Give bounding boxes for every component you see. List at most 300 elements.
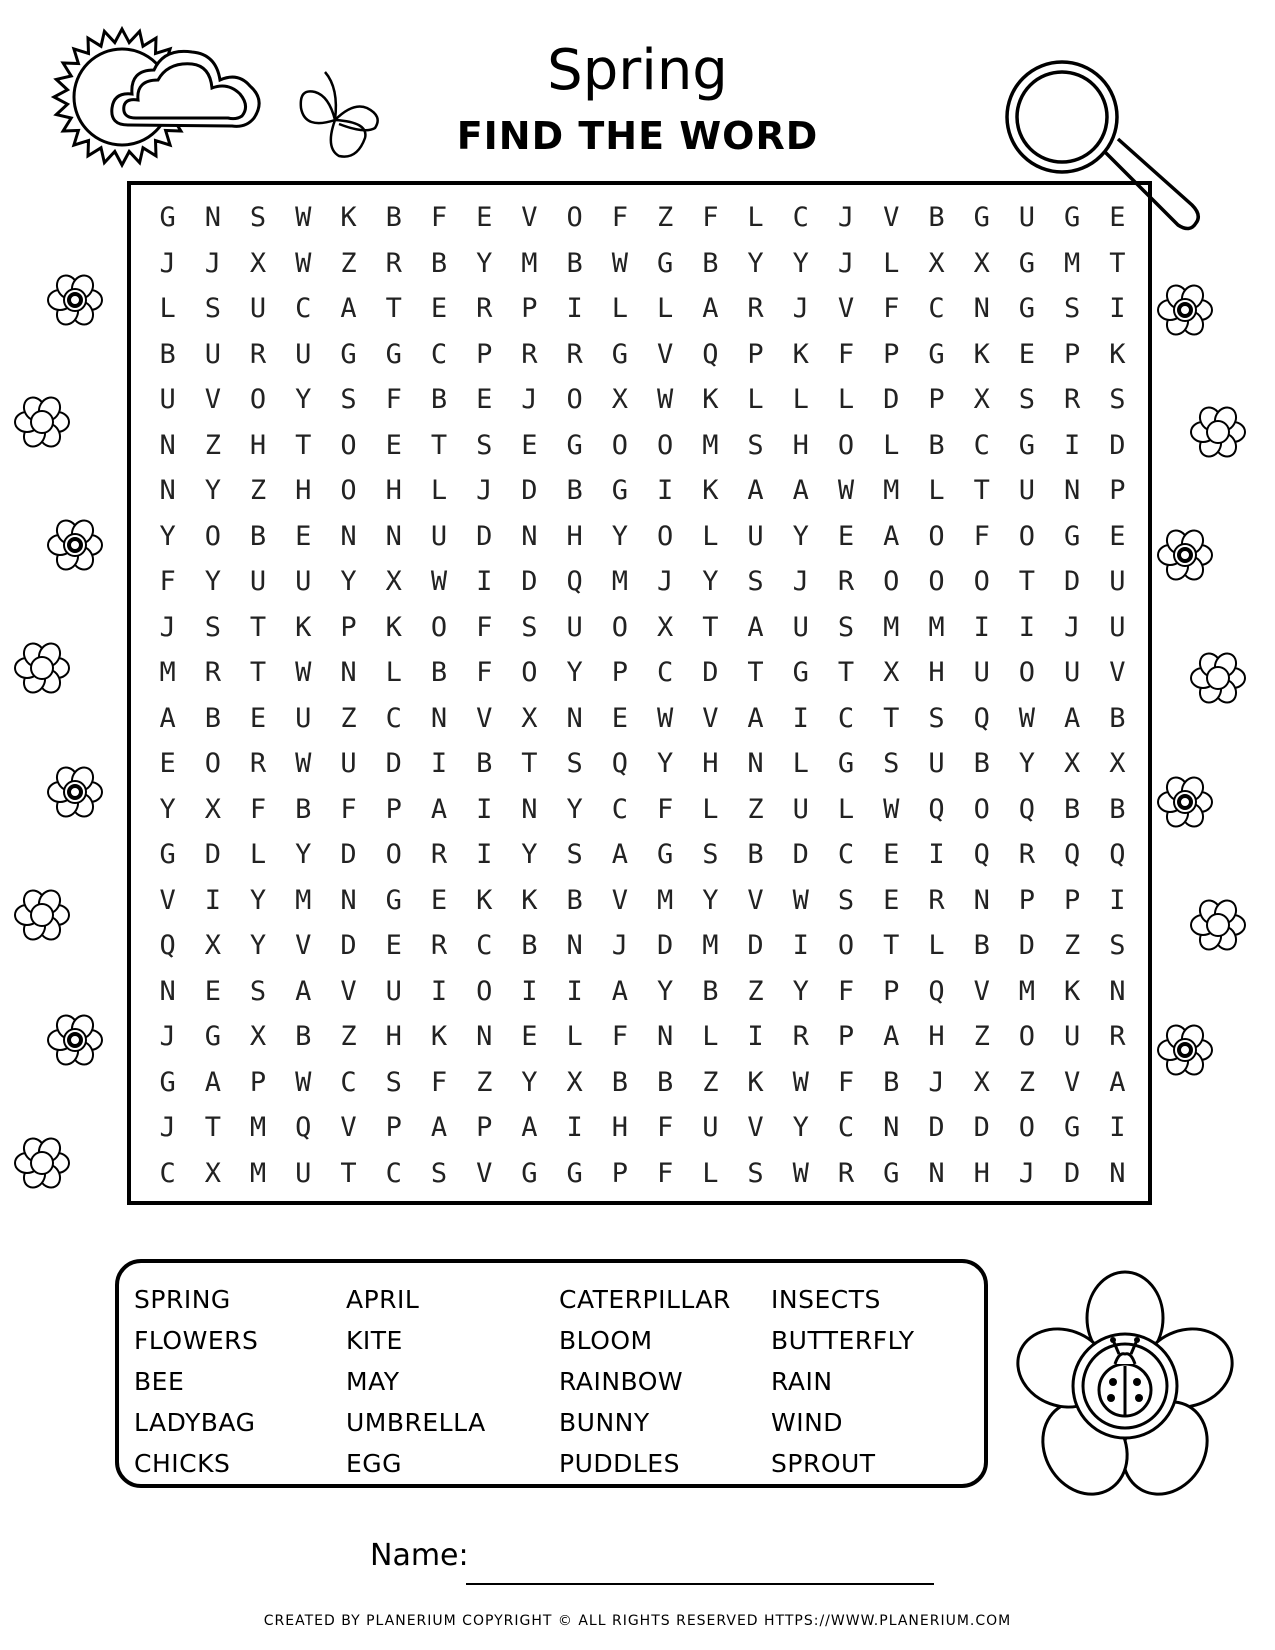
grid-letter[interactable]: X (249, 247, 267, 279)
grid-letter[interactable]: O (1018, 1112, 1036, 1143)
grid-letter[interactable]: Z (340, 247, 357, 279)
grid-letter[interactable]: F (837, 975, 855, 1007)
grid-letter[interactable]: P (340, 611, 357, 643)
grid-letter[interactable]: T (249, 657, 267, 688)
grid-letter[interactable]: Y (249, 930, 267, 961)
grid-letter[interactable]: Y (702, 566, 719, 597)
grid-letter[interactable]: G (385, 884, 402, 916)
grid-letter[interactable]: Q (702, 338, 719, 370)
grid-letter[interactable]: L (656, 293, 674, 324)
grid-letter[interactable]: T (837, 657, 855, 688)
grid-letter[interactable]: T (521, 748, 538, 779)
grid-letter[interactable]: E (1109, 520, 1126, 552)
grid-letter[interactable]: U (295, 338, 312, 370)
grid-letter[interactable]: G (792, 657, 809, 688)
grid-letter[interactable]: H (792, 429, 809, 461)
grid-letter[interactable]: Q (973, 702, 990, 734)
grid-letter[interactable]: O (385, 839, 402, 870)
grid-letter[interactable]: B (1109, 793, 1126, 825)
grid-letter[interactable]: G (340, 338, 357, 370)
grid-letter[interactable]: A (1109, 1066, 1126, 1098)
grid-letter[interactable]: W (295, 1066, 312, 1098)
grid-letter[interactable]: A (747, 702, 764, 734)
grid-letter[interactable]: V (702, 702, 719, 734)
grid-letter[interactable]: T (747, 657, 764, 688)
grid-letter[interactable]: R (521, 338, 538, 370)
grid-letter[interactable]: X (385, 566, 402, 597)
grid-letter[interactable]: N (204, 202, 221, 233)
grid-letter[interactable]: G (159, 839, 176, 870)
grid-letter[interactable]: P (928, 384, 945, 415)
grid-letter[interactable]: I (1064, 429, 1081, 461)
grid-letter[interactable]: B (566, 884, 583, 916)
grid-letter[interactable]: G (928, 338, 945, 370)
grid-letter[interactable]: K (702, 384, 719, 415)
grid-letter[interactable]: O (928, 566, 945, 597)
grid-letter[interactable]: L (747, 384, 764, 415)
grid-letter[interactable]: H (611, 1112, 628, 1143)
grid-letter[interactable]: U (566, 611, 583, 643)
grid-letter[interactable]: F (611, 1021, 628, 1052)
grid-letter[interactable]: P (476, 338, 493, 370)
grid-letter[interactable]: F (430, 202, 448, 233)
grid-letter[interactable]: G (1018, 429, 1036, 461)
grid-letter[interactable]: I (928, 839, 945, 870)
grid-letter[interactable]: D (656, 930, 674, 961)
grid-letter[interactable]: U (249, 566, 267, 597)
grid-letter[interactable]: X (204, 793, 221, 825)
grid-letter[interactable]: U (792, 793, 809, 825)
grid-letter[interactable]: J (1064, 611, 1081, 643)
grid-letter[interactable]: J (159, 1112, 176, 1143)
grid-letter[interactable]: S (476, 429, 493, 461)
grid-letter[interactable]: D (340, 930, 357, 961)
grid-letter[interactable]: A (521, 1112, 538, 1143)
grid-letter[interactable]: V (340, 975, 357, 1007)
grid-letter[interactable]: E (385, 930, 402, 961)
grid-letter[interactable]: J (521, 384, 538, 415)
grid-letter[interactable]: C (973, 429, 990, 461)
grid-letter[interactable]: H (973, 1157, 990, 1189)
grid-letter[interactable]: N (430, 702, 448, 734)
grid-letter[interactable]: I (476, 793, 493, 825)
grid-letter[interactable]: M (249, 1112, 267, 1143)
grid-letter[interactable]: Y (566, 657, 583, 688)
grid-letter[interactable]: O (566, 384, 583, 415)
grid-letter[interactable]: N (973, 293, 990, 324)
grid-letter[interactable]: G (566, 429, 583, 461)
grid-letter[interactable]: D (476, 520, 493, 552)
grid-letter[interactable]: V (295, 930, 312, 961)
grid-letter[interactable]: S (837, 611, 855, 643)
grid-letter[interactable]: U (792, 611, 809, 643)
grid-letter[interactable]: I (566, 1112, 583, 1143)
grid-letter[interactable]: K (1064, 975, 1081, 1007)
grid-letter[interactable]: C (430, 338, 448, 370)
grid-letter[interactable]: M (702, 930, 719, 961)
grid-letter[interactable]: U (159, 384, 176, 415)
grid-letter[interactable]: F (656, 793, 674, 825)
grid-letter[interactable]: T (702, 611, 719, 643)
grid-letter[interactable]: J (611, 930, 628, 961)
grid-letter[interactable]: I (973, 611, 990, 643)
grid-letter[interactable]: R (792, 1021, 809, 1052)
grid-letter[interactable]: R (476, 293, 493, 324)
grid-letter[interactable]: U (973, 657, 990, 688)
grid-letter[interactable]: S (747, 429, 764, 461)
grid-letter[interactable]: G (883, 1157, 900, 1189)
grid-letter[interactable]: F (249, 793, 267, 825)
grid-letter[interactable]: S (1109, 384, 1126, 415)
grid-letter[interactable]: I (204, 884, 221, 916)
grid-letter[interactable]: O (1018, 657, 1036, 688)
grid-letter[interactable]: D (928, 1112, 945, 1143)
grid-letter[interactable]: Z (656, 202, 674, 233)
grid-letter[interactable]: M (159, 657, 176, 688)
grid-letter[interactable]: M (611, 566, 628, 597)
grid-letter[interactable]: A (340, 293, 357, 324)
grid-letter[interactable]: Q (1109, 839, 1126, 870)
grid-letter[interactable]: D (385, 748, 402, 779)
grid-letter[interactable]: O (611, 429, 628, 461)
grid-letter[interactable]: X (928, 247, 945, 279)
grid-letter[interactable]: W (611, 247, 628, 279)
grid-letter[interactable]: B (928, 429, 945, 461)
grid-letter[interactable]: I (476, 839, 493, 870)
grid-letter[interactable]: A (792, 475, 809, 506)
grid-letter[interactable]: B (973, 748, 990, 779)
grid-letter[interactable]: N (340, 657, 357, 688)
grid-letter[interactable]: T (204, 1112, 221, 1143)
grid-letter[interactable]: L (837, 384, 855, 415)
grid-letter[interactable]: B (295, 793, 312, 825)
grid-letter[interactable]: C (385, 1157, 402, 1189)
grid-letter[interactable]: H (928, 1021, 945, 1052)
grid-letter[interactable]: K (702, 475, 719, 506)
grid-letter[interactable]: Y (656, 975, 674, 1007)
grid-letter[interactable]: Q (928, 975, 945, 1007)
grid-letter[interactable]: C (159, 1157, 176, 1189)
grid-letter[interactable]: R (837, 1157, 855, 1189)
grid-letter[interactable]: S (747, 566, 764, 597)
grid-letter[interactable]: G (1018, 293, 1036, 324)
grid-letter[interactable]: X (611, 384, 628, 415)
grid-letter[interactable]: N (656, 1021, 674, 1052)
grid-letter[interactable]: K (792, 338, 809, 370)
grid-letter[interactable]: B (430, 384, 448, 415)
grid-letter[interactable]: J (792, 293, 809, 324)
grid-letter[interactable]: Y (204, 475, 221, 506)
grid-letter[interactable]: R (204, 657, 221, 688)
grid-letter[interactable]: O (566, 202, 583, 233)
grid-letter[interactable]: W (656, 702, 674, 734)
grid-letter[interactable]: O (973, 566, 990, 597)
grid-letter[interactable]: T (295, 429, 312, 461)
grid-letter[interactable]: M (249, 1157, 267, 1189)
grid-letter[interactable]: B (385, 202, 402, 233)
grid-letter[interactable]: X (566, 1066, 583, 1098)
grid-letter[interactable]: Y (159, 520, 176, 552)
grid-letter[interactable]: Z (973, 1021, 990, 1052)
grid-letter[interactable]: C (295, 293, 312, 324)
grid-letter[interactable]: N (521, 793, 538, 825)
grid-letter[interactable]: G (1064, 520, 1081, 552)
grid-letter[interactable]: E (385, 429, 402, 461)
grid-letter[interactable]: V (747, 1112, 764, 1143)
grid-letter[interactable]: U (295, 702, 312, 734)
grid-letter[interactable]: C (385, 702, 402, 734)
grid-letter[interactable]: W (656, 384, 674, 415)
grid-letter[interactable]: B (656, 1066, 674, 1098)
grid-letter[interactable]: H (702, 748, 719, 779)
grid-letter[interactable]: W (837, 475, 855, 506)
grid-letter[interactable]: Z (340, 1021, 357, 1052)
grid-letter[interactable]: Y (476, 247, 493, 279)
grid-letter[interactable]: Y (521, 839, 538, 870)
grid-letter[interactable]: N (159, 429, 176, 461)
grid-letter[interactable]: A (747, 611, 764, 643)
grid-letter[interactable]: N (973, 884, 990, 916)
grid-letter[interactable]: B (702, 247, 719, 279)
grid-letter[interactable]: I (476, 566, 493, 597)
grid-letter[interactable]: D (340, 839, 357, 870)
grid-letter[interactable]: B (1109, 702, 1126, 734)
grid-letter[interactable]: R (1109, 1021, 1126, 1052)
grid-letter[interactable]: B (521, 930, 538, 961)
grid-letter[interactable]: Q (611, 748, 628, 779)
grid-letter[interactable]: K (476, 884, 493, 916)
grid-letter[interactable]: N (385, 520, 402, 552)
grid-letter[interactable]: B (430, 657, 448, 688)
grid-letter[interactable]: O (340, 475, 357, 506)
grid-letter[interactable]: N (1109, 975, 1126, 1007)
grid-letter[interactable]: J (837, 247, 855, 279)
grid-letter[interactable]: F (476, 657, 493, 688)
grid-letter[interactable]: L (611, 293, 628, 324)
grid-letter[interactable]: K (430, 1021, 448, 1052)
grid-letter[interactable]: I (521, 975, 538, 1007)
grid-letter[interactable]: Y (792, 520, 809, 552)
grid-letter[interactable]: I (1018, 611, 1036, 643)
grid-letter[interactable]: J (159, 247, 176, 279)
grid-letter[interactable]: I (656, 475, 674, 506)
grid-letter[interactable]: O (837, 429, 855, 461)
grid-letter[interactable]: U (1064, 657, 1081, 688)
grid-letter[interactable]: X (1064, 748, 1081, 779)
grid-letter[interactable]: T (973, 475, 990, 506)
grid-letter[interactable]: G (159, 1066, 176, 1098)
grid-letter[interactable]: Y (295, 839, 312, 870)
grid-letter[interactable]: P (1109, 475, 1126, 506)
grid-letter[interactable]: L (249, 839, 267, 870)
grid-letter[interactable]: B (295, 1021, 312, 1052)
grid-letter[interactable]: F (476, 611, 493, 643)
grid-letter[interactable]: B (430, 247, 448, 279)
grid-letter[interactable]: G (611, 475, 628, 506)
grid-letter[interactable]: K (973, 338, 990, 370)
grid-letter[interactable]: K (521, 884, 538, 916)
grid-letter[interactable]: B (249, 520, 267, 552)
grid-letter[interactable]: M (883, 475, 900, 506)
grid-letter[interactable]: V (837, 293, 855, 324)
grid-letter[interactable]: E (883, 839, 900, 870)
grid-letter[interactable]: Y (295, 384, 312, 415)
grid-letter[interactable]: C (792, 202, 809, 233)
grid-letter[interactable]: O (1018, 1021, 1036, 1052)
grid-letter[interactable]: V (656, 338, 674, 370)
grid-letter[interactable]: M (1018, 975, 1036, 1007)
grid-letter[interactable]: K (385, 611, 402, 643)
grid-letter[interactable]: D (973, 1112, 990, 1143)
grid-letter[interactable]: D (1018, 930, 1036, 961)
grid-letter[interactable]: M (521, 247, 538, 279)
grid-letter[interactable]: U (1018, 202, 1036, 233)
grid-letter[interactable]: X (973, 384, 990, 415)
grid-letter[interactable]: A (702, 293, 719, 324)
grid-letter[interactable]: O (656, 429, 674, 461)
grid-letter[interactable]: B (1064, 793, 1081, 825)
grid-letter[interactable]: U (928, 748, 945, 779)
grid-letter[interactable]: O (476, 975, 493, 1007)
grid-letter[interactable]: G (837, 748, 855, 779)
grid-letter[interactable]: F (385, 384, 402, 415)
grid-letter[interactable]: W (1018, 702, 1036, 734)
grid-letter[interactable]: U (204, 338, 221, 370)
grid-letter[interactable]: U (1109, 611, 1126, 643)
grid-letter[interactable]: Z (249, 475, 267, 506)
grid-letter[interactable]: U (385, 975, 402, 1007)
grid-letter[interactable]: Q (1064, 839, 1081, 870)
grid-letter[interactable]: V (204, 384, 221, 415)
grid-letter[interactable]: S (249, 202, 267, 233)
grid-letter[interactable]: P (249, 1066, 267, 1098)
grid-letter[interactable]: A (430, 1112, 448, 1143)
grid-letter[interactable]: Y (249, 884, 267, 916)
grid-letter[interactable]: Y (792, 975, 809, 1007)
grid-letter[interactable]: U (1064, 1021, 1081, 1052)
grid-letter[interactable]: G (973, 202, 990, 233)
grid-letter[interactable]: H (928, 657, 945, 688)
grid-letter[interactable]: J (656, 566, 674, 597)
grid-letter[interactable]: F (973, 520, 990, 552)
grid-letter[interactable]: D (792, 839, 809, 870)
grid-letter[interactable]: F (656, 1112, 674, 1143)
grid-letter[interactable]: N (340, 884, 357, 916)
grid-letter[interactable]: P (385, 793, 402, 825)
grid-letter[interactable]: S (928, 702, 945, 734)
grid-letter[interactable]: N (521, 520, 538, 552)
grid-letter[interactable]: G (656, 839, 674, 870)
grid-letter[interactable]: L (702, 1157, 719, 1189)
grid-letter[interactable]: C (611, 793, 628, 825)
grid-letter[interactable]: A (611, 839, 628, 870)
grid-letter[interactable]: D (1064, 566, 1081, 597)
grid-letter[interactable]: B (973, 930, 990, 961)
grid-letter[interactable]: U (1018, 475, 1036, 506)
grid-letter[interactable]: Q (1018, 793, 1036, 825)
grid-letter[interactable]: S (883, 748, 900, 779)
grid-letter[interactable]: T (1018, 566, 1036, 597)
grid-letter[interactable]: E (521, 1021, 538, 1052)
grid-letter[interactable]: M (1064, 247, 1081, 279)
grid-letter[interactable]: O (340, 429, 357, 461)
grid-letter[interactable]: U (295, 566, 312, 597)
grid-letter[interactable]: I (566, 293, 583, 324)
grid-letter[interactable]: S (385, 1066, 402, 1098)
grid-letter[interactable]: N (928, 1157, 945, 1189)
grid-letter[interactable]: P (1018, 884, 1036, 916)
grid-letter[interactable]: O (973, 793, 990, 825)
grid-letter[interactable]: Y (792, 247, 809, 279)
grid-letter[interactable]: T (883, 702, 900, 734)
grid-letter[interactable]: S (747, 1157, 764, 1189)
grid-letter[interactable]: A (430, 793, 448, 825)
grid-letter[interactable]: S (1109, 930, 1126, 961)
grid-letter[interactable]: M (702, 429, 719, 461)
grid-letter[interactable]: R (747, 293, 764, 324)
grid-letter[interactable]: L (883, 247, 900, 279)
grid-letter[interactable]: O (521, 657, 538, 688)
grid-letter[interactable]: R (566, 338, 583, 370)
grid-letter[interactable]: F (702, 202, 719, 233)
grid-letter[interactable]: P (521, 293, 538, 324)
grid-letter[interactable]: I (792, 702, 809, 734)
grid-letter[interactable]: J (928, 1066, 945, 1098)
grid-letter[interactable]: P (611, 657, 628, 688)
grid-letter[interactable]: N (566, 702, 583, 734)
grid-letter[interactable]: N (159, 475, 176, 506)
grid-letter[interactable]: V (159, 884, 176, 916)
grid-letter[interactable]: W (883, 793, 900, 825)
grid-letter[interactable]: P (883, 975, 900, 1007)
grid-letter[interactable]: F (340, 793, 357, 825)
grid-letter[interactable]: Z (747, 975, 764, 1007)
grid-letter[interactable]: R (430, 839, 448, 870)
grid-letter[interactable]: L (702, 793, 719, 825)
grid-letter[interactable]: I (430, 748, 448, 779)
grid-letter[interactable]: D (521, 566, 538, 597)
grid-letter[interactable]: J (159, 1021, 176, 1052)
grid-letter[interactable]: L (385, 657, 402, 688)
grid-letter[interactable]: S (204, 611, 221, 643)
grid-letter[interactable]: E (521, 429, 538, 461)
grid-letter[interactable]: J (159, 611, 176, 643)
grid-letter[interactable]: O (883, 566, 900, 597)
grid-letter[interactable]: C (837, 702, 855, 734)
grid-letter[interactable]: N (1064, 475, 1081, 506)
grid-letter[interactable]: F (430, 1066, 448, 1098)
grid-letter[interactable]: L (837, 793, 855, 825)
grid-letter[interactable]: U (1109, 566, 1126, 597)
grid-letter[interactable]: B (611, 1066, 628, 1098)
grid-letter[interactable]: D (204, 839, 221, 870)
grid-letter[interactable]: A (1064, 702, 1081, 734)
grid-letter[interactable]: B (204, 702, 221, 734)
grid-letter[interactable]: E (476, 384, 493, 415)
grid-letter[interactable]: S (702, 839, 719, 870)
grid-letter[interactable]: H (295, 475, 312, 506)
grid-letter[interactable]: Y (340, 566, 357, 597)
grid-letter[interactable]: S (1018, 384, 1036, 415)
grid-letter[interactable]: Y (611, 520, 628, 552)
grid-letter[interactable]: O (249, 384, 267, 415)
grid-letter[interactable]: C (656, 657, 674, 688)
grid-letter[interactable]: B (566, 247, 583, 279)
grid-letter[interactable]: A (883, 520, 900, 552)
grid-letter[interactable]: N (1109, 1157, 1126, 1189)
grid-letter[interactable]: L (430, 475, 448, 506)
grid-letter[interactable]: Z (340, 702, 357, 734)
